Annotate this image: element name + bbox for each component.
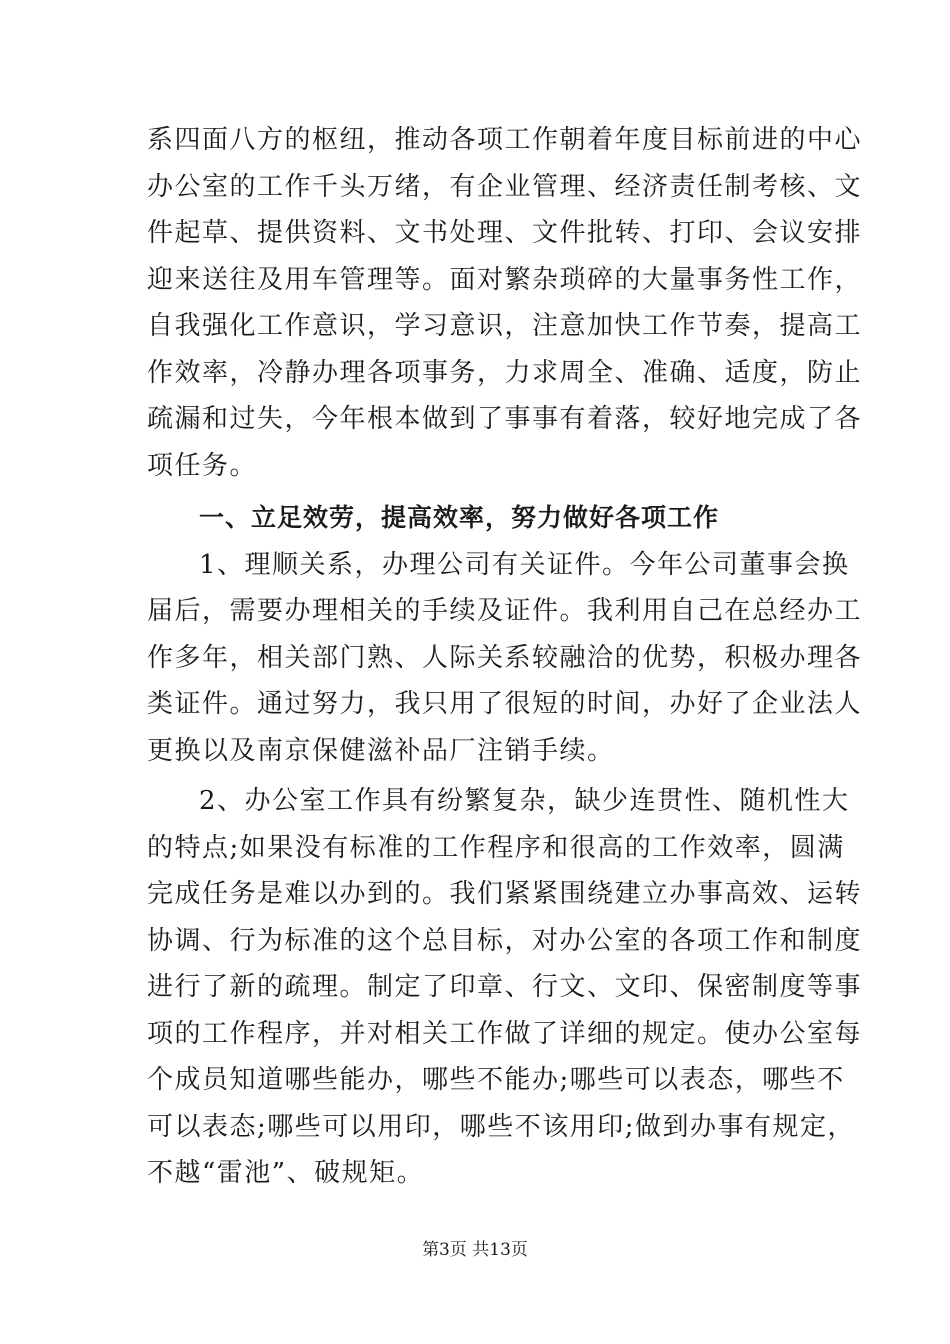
- intro-line-2: 办公室的工作千头万绪，有企业管理、经济责任制考核、文: [147, 171, 863, 202]
- section-heading: 一、立足效劳，提高效率，努力做好各项工作: [199, 503, 720, 532]
- para2-line-5: 进行了新的疏理。制定了印章、行文、文印、保密制度等事: [147, 972, 863, 1002]
- para2-line-6: 项的工作程序，并对相关工作做了详细的规定。使办公室每: [147, 1018, 863, 1049]
- para2-line-1: 2、办公室工作具有纷繁复杂，缺少连贯性、随机性大: [199, 786, 850, 816]
- para1-line-3: 作多年，相关部门熟、人际关系较融洽的优势，积极办理各: [147, 642, 863, 673]
- para1-line-1: 1、理顺关系，办理公司有关证件。今年公司董事会换: [199, 549, 850, 580]
- para2-line-3: 完成任务是难以办到的。我们紧紧围绕建立办事高效、运转: [147, 879, 863, 909]
- para2-line-4: 协调、行为标准的这个总目标，对办公室的各项工作和制度: [147, 925, 863, 956]
- intro-line-5: 自我强化工作意识，学习意识，注意加快工作节奏，提高工: [147, 311, 863, 341]
- intro-line-6: 作效率，冷静办理各项事务，力求周全、准确、适度，防止: [147, 357, 863, 388]
- intro-line-3: 件起草、提供资料、文书处理、文件批转、打印、会议安排: [147, 218, 863, 248]
- para2-line-2: 的特点;如果没有标准的工作程序和很高的工作效率，圆满: [147, 832, 845, 863]
- intro-line-4: 迎来送往及用车管理等。面对繁杂琐碎的大量事务性工作，: [147, 264, 863, 295]
- para2-line-7: 个成员知道哪些能办，哪些不能办;哪些可以表态，哪些不: [147, 1065, 845, 1095]
- intro-line-8: 项任务。: [147, 450, 258, 481]
- para2-line-9: 不越“雷池”、破规矩。: [147, 1158, 425, 1188]
- intro-line-1: 系四面八方的枢纽，推动各项工作朝着年度目标前进的中心: [147, 125, 863, 155]
- page-footer: 第3页 共13页: [422, 1240, 528, 1260]
- intro-line-7: 疏漏和过失，今年根本做到了事事有着落，较好地完成了各: [147, 404, 863, 434]
- para2-line-8: 可以表态;哪些可以用印，哪些不该用印;做到办事有规定，: [147, 1111, 856, 1142]
- para1-line-2: 届后，需要办理相关的手续及证件。我利用自己在总经办工: [147, 596, 863, 626]
- para1-line-5: 更换以及南京保健滋补品厂注销手续。: [147, 735, 615, 766]
- para1-line-4: 类证件。通过努力，我只用了很短的时间，办好了企业法人: [147, 689, 863, 719]
